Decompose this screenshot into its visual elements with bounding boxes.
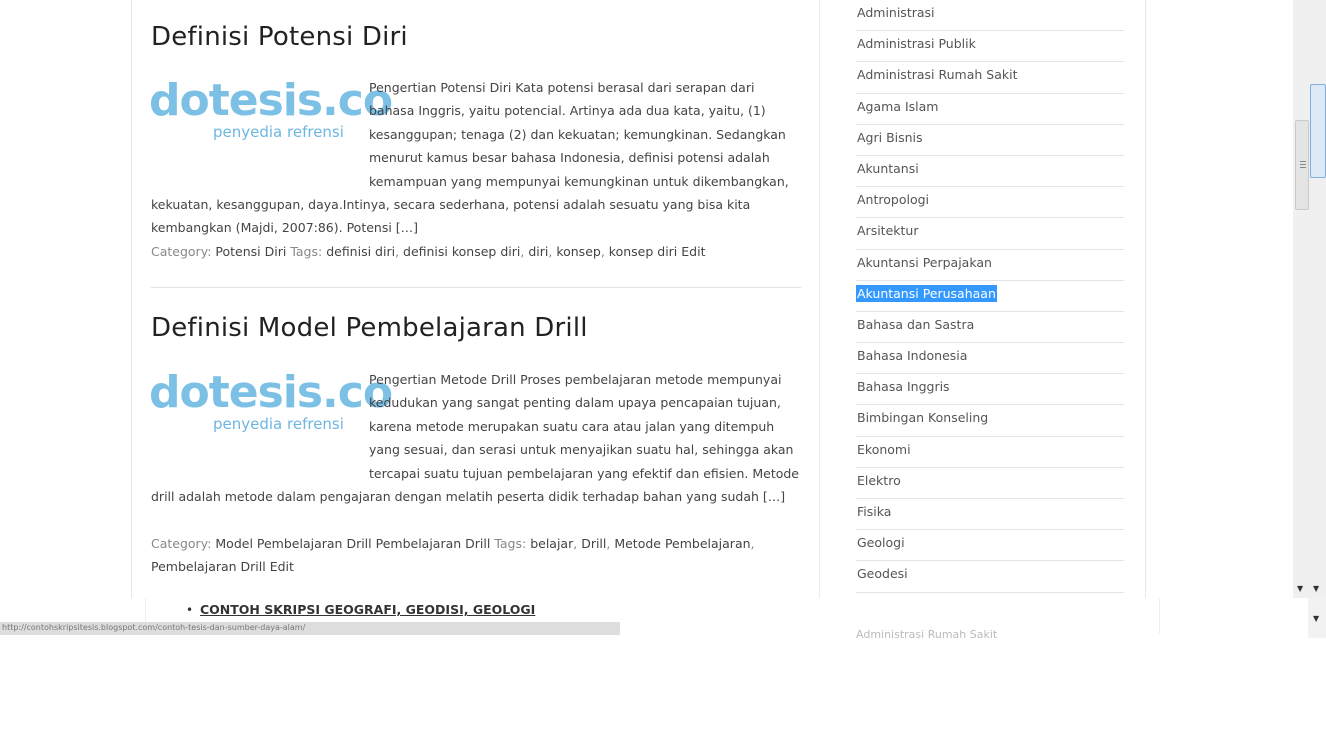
- category-link[interactable]: Potensi Diri: [215, 244, 287, 259]
- category-item[interactable]: Antropologi: [856, 187, 1124, 218]
- sidebar-divider: [819, 0, 820, 598]
- category-item[interactable]: Agama Islam: [856, 94, 1124, 125]
- post-excerpt: [151, 368, 801, 508]
- post-excerpt: [151, 76, 801, 240]
- scroll-down-arrow-icon[interactable]: ▼: [1313, 614, 1320, 623]
- post-meta: Category: Potensi Diri Tags: definisi diri, definisi konsep diri, diri, konsep, konsep diri Edit: [151, 244, 706, 259]
- category-item-selected[interactable]: Akuntansi Perusahaan: [856, 281, 1124, 312]
- category-item[interactable]: Fisika: [856, 499, 1124, 530]
- tag-link[interactable]: Metode Pembelajaran: [614, 536, 751, 551]
- post-title[interactable]: Definisi Model Pembelajaran Drill: [151, 313, 588, 343]
- tag-link[interactable]: belajar: [530, 536, 574, 551]
- category-link[interactable]: Pembelajaran Drill: [375, 536, 491, 551]
- tags-label: Tags:: [494, 536, 527, 551]
- category-item[interactable]: Arsitektur: [856, 218, 1124, 249]
- category-item[interactable]: Bahasa Inggris: [856, 374, 1124, 405]
- excerpt-text: Pengertian Metode Drill Proses pembelajaran metode mempunyai kedudukan yang sangat penting dalam upaya pencapaian tujuan, karena metode merupakan suatu cara atau jalan yang ditempuh yang sesuai, dan serasi untuk menyajikan suatu hal, sehingga akan tercapai suatu tujuan pembelajaran yang efektif dan efisien. Metode drill adalah metode dalam pengajaran dengan melatih peserta didik terhadap bahan yang sudah […]: [151, 372, 799, 505]
- category-item[interactable]: Administrasi Rumah Sakit: [856, 62, 1124, 93]
- tag-link[interactable]: konsep diri: [608, 244, 678, 259]
- category-link[interactable]: Model Pembelajaran Drill: [215, 536, 372, 551]
- post-separator: [151, 287, 801, 288]
- tag-link[interactable]: Pembelajaran Drill: [151, 559, 266, 574]
- faded-category-item: Administrasi Rumah Sakit: [856, 628, 998, 641]
- category-item[interactable]: Geodesi: [856, 561, 1124, 592]
- tags-label: Tags:: [290, 244, 323, 259]
- list-bullet: •: [186, 603, 194, 617]
- tag-link[interactable]: diri: [528, 244, 549, 259]
- category-item[interactable]: Bahasa Indonesia: [856, 343, 1124, 374]
- tag-link[interactable]: definisi konsep diri: [403, 244, 521, 259]
- category-item[interactable]: Agri Bisnis: [856, 125, 1124, 156]
- post-meta: Category: Model Pembelajaran Drill Pembelajaran Drill Tags: belajar, Drill, Metode Pembelajaran, Pembelajaran Drill Edit: [151, 536, 755, 574]
- category-item[interactable]: Akuntansi: [856, 156, 1124, 187]
- category-item[interactable]: Bahasa dan Sastra: [856, 312, 1124, 343]
- status-bar: http://contohskripsitesis.blogspot.com/contoh-tesis-dan-sumber-daya-alam/: [0, 622, 620, 635]
- category-list: [856, 0, 1124, 593]
- edit-link[interactable]: Edit: [681, 244, 706, 259]
- secondary-scrollbar[interactable]: [1308, 598, 1326, 638]
- category-label: Category:: [151, 536, 212, 551]
- thumbnail-logo-text: dotesis.co: [149, 75, 393, 126]
- outer-scrollbar-thumb[interactable]: [1310, 84, 1326, 178]
- category-item[interactable]: Administrasi Publik: [856, 31, 1124, 62]
- edit-link[interactable]: Edit: [269, 559, 294, 574]
- category-item[interactable]: Akuntansi Perpajakan: [856, 250, 1124, 281]
- thumbnail-logo-text: dotesis.co: [149, 367, 393, 418]
- category-label: Category:: [151, 244, 212, 259]
- category-item[interactable]: Bimbingan Konseling: [856, 405, 1124, 436]
- post-title[interactable]: Definisi Potensi Diri: [151, 22, 408, 52]
- tag-link[interactable]: Drill: [581, 536, 607, 551]
- tag-link[interactable]: konsep: [556, 244, 601, 259]
- tag-link[interactable]: definisi diri: [326, 244, 396, 259]
- thumbnail-tagline: penyedia refrensi: [213, 415, 344, 433]
- category-item[interactable]: Administrasi: [856, 0, 1124, 31]
- skripsi-link[interactable]: CONTOH SKRIPSI GEOGRAFI, GEODISI, GEOLOGI: [200, 602, 536, 617]
- scroll-down-arrow-icon[interactable]: ▼: [1297, 584, 1304, 593]
- scrollbar-thumb[interactable]: [1295, 120, 1309, 210]
- scroll-down-arrow-icon[interactable]: ▼: [1313, 584, 1320, 593]
- vertical-scrollbar[interactable]: [1293, 0, 1326, 598]
- category-item[interactable]: Geologi: [856, 530, 1124, 561]
- thumbnail-tagline: penyedia refrensi: [213, 123, 344, 141]
- excerpt-text: Pengertian Potensi Diri Kata potensi berasal dari serapan dari bahasa Inggris, yaitu potencial. Artinya ada dua kata, yaitu, (1) kesanggupan; tenaga (2) dan kekuatan; kemungkinan. Sedangkan menurut kamus besar bahasa Indonesia, definisi potensi adalah kemampuan yang mempunyai kemungkinan untuk dikembangkan, kekuatan, kesanggupan, daya.Intinya, secara sederhana, potensi adalah sesuatu yang bisa kita kembangkan (Majdi, 2007:86). Potensi […]: [151, 80, 789, 236]
- category-item[interactable]: Elektro: [856, 468, 1124, 499]
- category-item[interactable]: Ekonomi: [856, 437, 1124, 468]
